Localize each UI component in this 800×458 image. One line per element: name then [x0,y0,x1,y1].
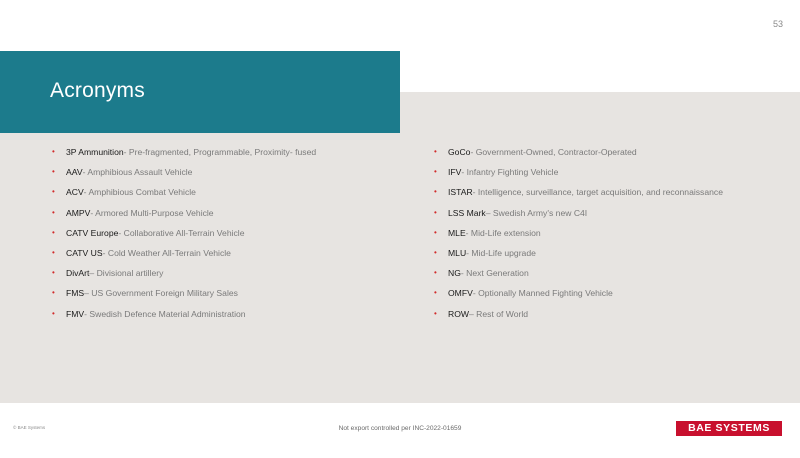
acronym-definition: – Divisional artillery [89,268,164,279]
acronym-definition: - Optionally Manned Fighting Vehicle [472,288,613,299]
acronym-term: GoCo [448,147,471,157]
acronym-definition: - Amphibious Combat Vehicle [83,187,196,198]
acronym-term: DivArt [66,268,90,279]
bullet-icon: • [434,187,437,197]
bullet-icon: • [434,288,437,298]
list-item [434,247,794,267]
footer-divider [0,402,800,403]
acronym-term: AAV [66,167,83,178]
bae-systems-logo: BAE SYSTEMS [676,421,782,436]
acronym-definition: - Government-Owned, Contractor-Operated [470,147,637,157]
bullet-icon: • [434,268,437,278]
acronym-definition: - Intelligence, surveillance, target acquisition, and reconnaissance [472,187,723,198]
bullet-icon: • [52,147,55,156]
bullet-icon: • [52,227,55,237]
acronym-term: NG [448,268,461,279]
acronym-definition: - Cold Weather All-Terrain Vehicle [102,247,231,258]
bullet-icon: • [434,247,437,257]
bullet-icon: • [52,207,55,217]
acronym-term: FMS [66,288,85,299]
bullet-icon: • [434,207,437,217]
page-number: 53 [772,19,783,29]
acronym-term: AMPV [66,207,91,218]
bullet-icon: • [52,187,55,197]
list-item [434,186,794,206]
acronym-definition: - Amphibious Assault Vehicle [82,167,193,178]
list-item [52,267,412,287]
bullet-icon: • [434,308,437,318]
list-item [52,287,412,307]
bullet-icon: • [434,167,437,177]
bullet-icon: • [434,147,437,156]
export-control-notice: Not export controlled per INC-2022-01659 [338,425,462,432]
bullet-icon: • [52,167,55,177]
acronym-term: IFV [448,167,462,178]
copyright-text: © BAE Systems [13,425,46,430]
acronym-definition: - Armored Multi-Purpose Vehicle [90,207,214,218]
acronym-term: LSS Mark [448,207,486,218]
slide-title: Acronyms [50,79,145,102]
acronym-term: CATV US [66,247,103,258]
acronym-term: MLU [448,247,467,258]
list-item [434,207,794,227]
list-item [52,166,412,186]
acronym-definition: - Mid-Life extension [465,227,541,238]
list-item [52,227,412,247]
list-item [52,146,412,166]
acronym-term: OMFV [448,288,473,299]
acronym-definition: – US Government Foreign Military Sales [84,288,238,299]
list-item [52,308,412,328]
bullet-icon: • [52,308,55,318]
acronym-definition: - Infantry Fighting Vehicle [461,167,559,178]
list-item [434,146,794,166]
acronym-list-left [52,146,412,328]
acronym-definition: - Next Generation [460,268,529,279]
list-item [52,207,412,227]
bullet-icon: • [434,227,437,237]
acronym-definition: – Rest of World [469,308,529,319]
acronym-term: CATV Europe [66,227,119,238]
list-item [434,267,794,287]
list-item [434,166,794,186]
list-item [434,227,794,247]
bullet-icon: • [52,268,55,278]
acronym-list-right [434,146,794,328]
list-item [434,287,794,307]
list-item [52,186,412,206]
bullet-icon: • [52,288,55,298]
acronym-term: ISTAR [448,187,473,198]
bullet-icon: • [52,247,55,257]
acronym-term: MLE [448,227,466,238]
acronym-definition: - Collaborative All-Terrain Vehicle [118,227,245,238]
list-item [434,308,794,328]
acronym-definition: – Swedish Army's new C4I [485,207,588,218]
acronym-term: ROW [448,308,470,319]
acronym-term: FMV [66,308,85,319]
acronym-term: 3P Ammunition [66,147,124,157]
acronym-definition: - Pre-fragmented, Programmable, Proximity- fused [123,147,317,157]
acronym-definition: - Swedish Defence Material Administration [84,308,246,319]
acronym-definition: - Mid-Life upgrade [466,247,536,258]
acronym-term: ACV [66,187,84,198]
list-item [52,247,412,267]
